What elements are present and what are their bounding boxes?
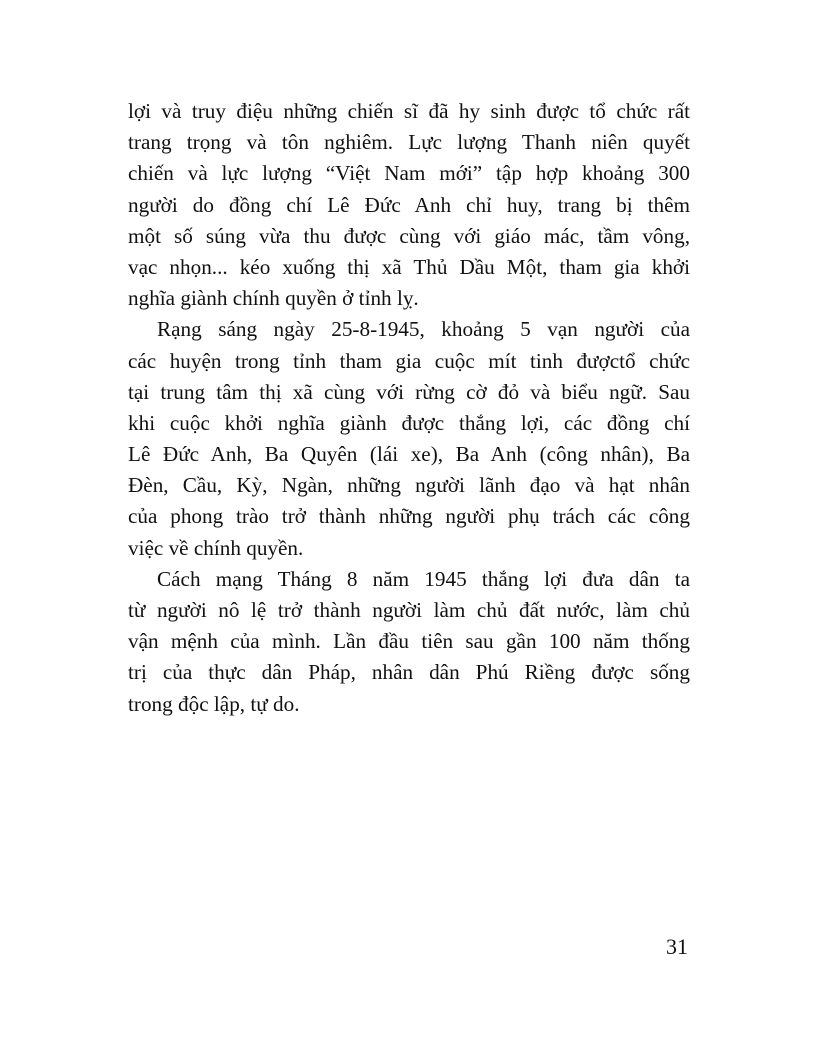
- text-line: tại trung tâm thị xã cùng với rừng cờ đỏ và biểu ngữ. Sau: [128, 379, 690, 404]
- text-line: Cách mạng Tháng 8 năm 1945 thắng lợi đưa dân ta: [157, 566, 690, 591]
- paragraph-2: [128, 314, 690, 564]
- text-line: của phong trào trở thành những người phụ trách các công: [128, 504, 690, 529]
- page-number: 31: [666, 934, 688, 959]
- text-line: khi cuộc khởi nghĩa giành được thắng lợi, các đồng chí: [128, 410, 690, 435]
- body-text: [128, 96, 690, 720]
- text-line: vạc nhọn... kéo xuống thị xã Thủ Dầu Một, tham gia khởi: [128, 254, 690, 279]
- text-line: trong độc lập, tự do.: [128, 691, 300, 716]
- text-line: nghĩa giành chính quyền ở tỉnh lỵ.: [128, 286, 419, 311]
- text-line: Lê Đức Anh, Ba Quyên (lái xe), Ba Anh (công nhân), Ba: [128, 442, 690, 467]
- text-line: người do đồng chí Lê Đức Anh chỉ huy, trang bị thêm: [128, 192, 690, 217]
- text-line: chiến và lực lượng “Việt Nam mới” tập hợp khoảng 300: [128, 161, 690, 186]
- text-line: lợi và truy điệu những chiến sĩ đã hy sinh được tổ chức rất: [128, 99, 690, 123]
- text-line: việc về chính quyền.: [128, 535, 304, 560]
- paragraph-3: [128, 564, 690, 720]
- text-line: từ người nô lệ trở thành người làm chủ đất nước, làm chủ: [128, 598, 690, 622]
- text-line: Đèn, Cầu, Kỳ, Ngàn, những người lãnh đạo và hạt nhân: [128, 473, 690, 498]
- paragraph-1: [128, 96, 690, 314]
- text-line: trị của thực dân Pháp, nhân dân Phú Riềng được sống: [128, 660, 690, 685]
- text-line: các huyện trong tỉnh tham gia cuộc mít tinh đượctổ chức: [128, 348, 690, 373]
- text-line: trang trọng và tôn nghiêm. Lực lượng Thanh niên quyết: [128, 130, 690, 155]
- text-line: Rạng sáng ngày 25-8-1945, khoảng 5 vạn người của: [157, 317, 690, 342]
- text-line: vận mệnh của mình. Lần đầu tiên sau gần 100 năm thống: [128, 629, 690, 654]
- text-line: một số súng vừa thu được cùng với giáo mác, tầm vông,: [128, 223, 690, 248]
